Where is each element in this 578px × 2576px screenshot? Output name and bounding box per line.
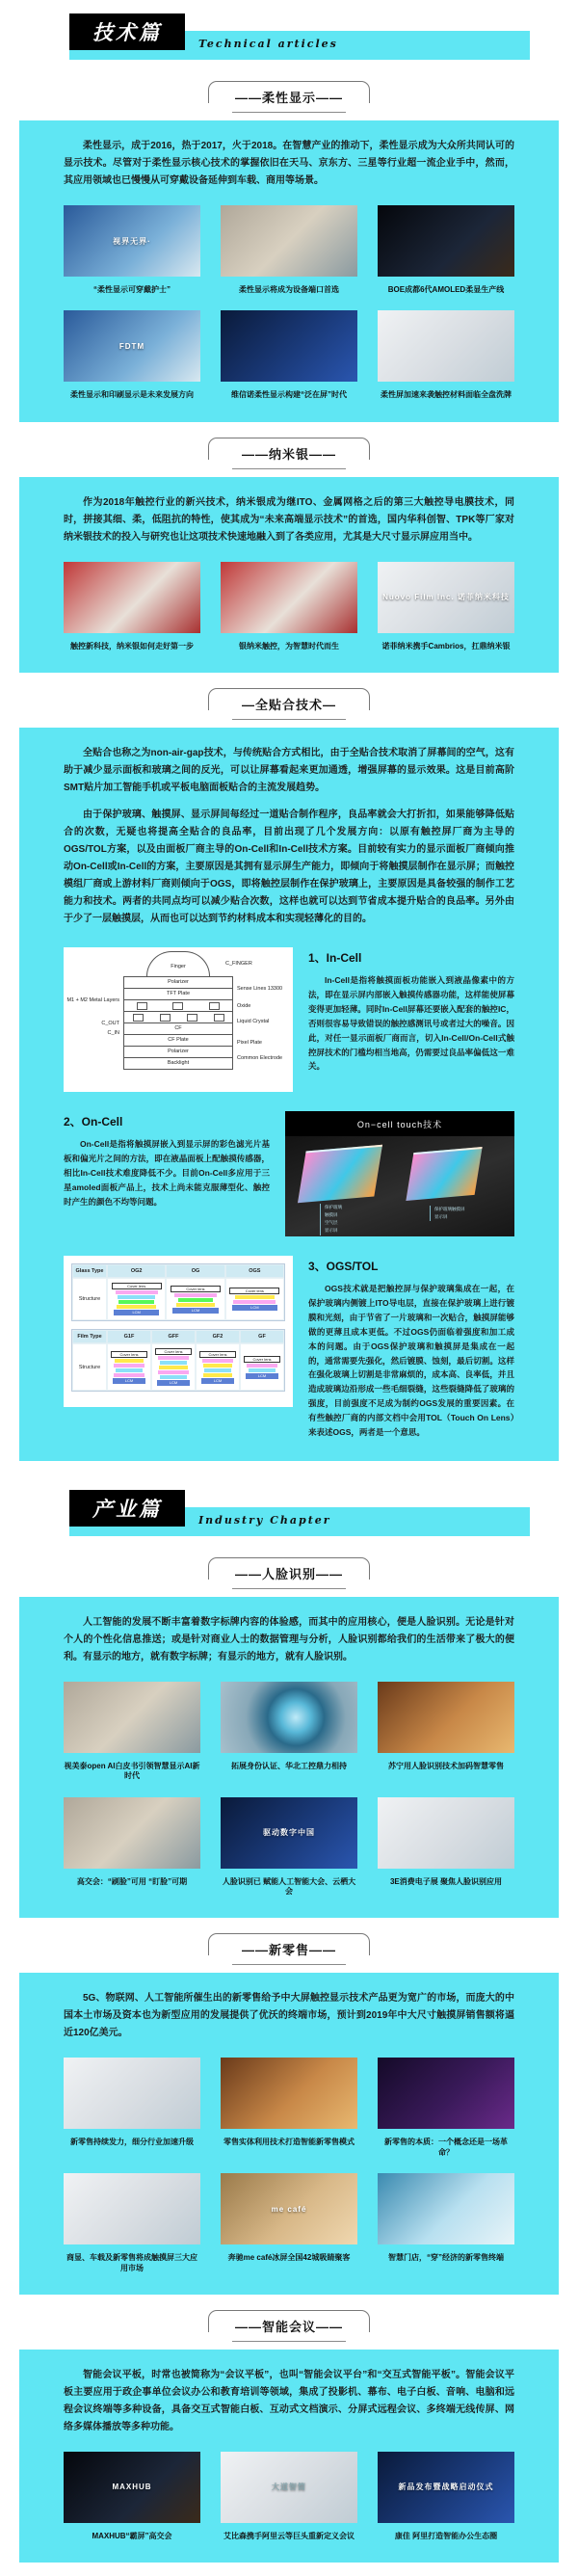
retail-paragraph: 5G、物联网、人工智能所催生出的新零售给予中大屏触控显示技术产品更为宽广的市场，而庞大的中国本土市场及资本也为新型应用的发展提供了优沃的终端市场，预计到2019年中大尺寸触摸屏销售额将逼近120亿美元。 — [64, 1993, 514, 2039]
article-card[interactable] — [221, 2452, 357, 2541]
film-type-table — [71, 1329, 285, 1392]
retail-block — [19, 1973, 559, 2295]
layer-stack — [123, 976, 233, 1070]
article-photo[interactable] — [64, 205, 200, 277]
display-panel-graphic — [406, 1147, 482, 1201]
article-photo[interactable] — [64, 1797, 200, 1869]
bottom-spacer — [0, 2563, 578, 2576]
article-caption[interactable]: 新零售持续发力，细分行业加速升级 — [70, 2138, 194, 2147]
article-photo[interactable] — [221, 1797, 357, 1869]
article-card[interactable] — [64, 2058, 200, 2158]
ogs-text — [308, 1256, 514, 1440]
finger-shape: Finger — [146, 951, 210, 976]
article-card[interactable] — [221, 205, 357, 295]
article-photo[interactable] — [221, 1682, 357, 1753]
article-caption[interactable]: 商显、车载及新零售将成触摸屏三大应用市场 — [66, 2253, 197, 2272]
article-card[interactable] — [64, 2173, 200, 2273]
table-header: GF2 — [196, 1330, 240, 1343]
table-header: Glass Type — [72, 1264, 107, 1278]
article-card[interactable] — [378, 310, 514, 400]
article-photo[interactable] — [221, 205, 357, 277]
table-header: OGS — [225, 1264, 284, 1278]
ogs-heading: 3、OGS/TOL — [308, 1260, 379, 1274]
flexible-block — [19, 120, 559, 422]
diagram-label: Sense Lines 13300 — [237, 986, 283, 993]
article-card[interactable] — [64, 1797, 200, 1898]
oncell-text — [64, 1111, 270, 1208]
article-caption[interactable]: 触控新科技，纳米银如何走好第一步 — [70, 641, 194, 651]
section-title: —全贴合技术— — [241, 698, 336, 713]
photo-grid — [64, 1797, 514, 1898]
article-caption[interactable]: 高交会：“刷脸”可用 “盯脸”可期 — [76, 1876, 188, 1886]
incell-text — [308, 947, 514, 1074]
industry-chapter-subtitle: Industry Chapter — [198, 1513, 331, 1527]
table-header: Film Type — [72, 1330, 107, 1343]
article-card[interactable] — [221, 562, 357, 651]
article-caption[interactable]: 柔性显示和印刷显示是未来发展方向 — [70, 390, 194, 400]
article-photo[interactable] — [64, 2173, 200, 2244]
row-label: Structure — [72, 1343, 107, 1391]
article-photo[interactable] — [64, 2058, 200, 2129]
article-photo[interactable] — [221, 2452, 357, 2523]
article-photo[interactable] — [221, 310, 357, 382]
article-card[interactable] — [221, 1682, 357, 1782]
flexible-paragraph: 柔性显示，成于2016，热于2017，火于2018。在智慧产业的推动下，柔性显示成为大众所共同认可的显示技术。尽管对于柔性显示核心技术的掌握依旧在天马、京东方、三星等行业超一流企业手中，然而，其应用领域也已慢慢从可穿戴设备延伸到车载、商用等场景。 — [64, 141, 514, 186]
article-card[interactable] — [378, 1797, 514, 1898]
tech-chapter-header — [0, 10, 578, 66]
oncell-paragraph: On-Cell是指将触摸屏嵌入到显示屏的彩色滤光片基板和偏光片之间的方法，即在液晶面板上配触摸传感器，相比In-Cell技术难度降低不少。目前On-Cell多应用于三星amoled面板产品上，技术上尚未能克服薄型化、触控时产生的颜色不均等问题。 — [64, 1139, 270, 1207]
photo-overlay-text: me café — [271, 2204, 307, 2214]
article-caption[interactable]: 人脸识别已 赋能人工智能大会、云栖大会 — [222, 1876, 356, 1896]
photo-overlay-text: FDTM — [118, 341, 145, 351]
article-caption[interactable]: BOE成都6代AMOLED柔显生产线 — [387, 285, 505, 294]
article-caption[interactable]: 艾比森携手阿里云等巨头重新定义会议 — [223, 2531, 355, 2540]
article-photo[interactable] — [378, 1682, 514, 1753]
article-caption[interactable]: 智慧门店，“穿”经济的新零售终端 — [388, 2253, 504, 2263]
row-label: Structure — [72, 1278, 107, 1320]
ogs-structure-tables — [64, 1256, 293, 1407]
article-photo[interactable] — [378, 2058, 514, 2129]
industry-chapter-title: 产业篇 — [69, 1490, 185, 1527]
photo-overlay-text: MAXHUB — [112, 2483, 152, 2492]
layer-row: Polarizer — [123, 976, 233, 989]
article-card[interactable] — [64, 2452, 200, 2541]
article-photo[interactable] — [64, 562, 200, 633]
underline-ornament — [232, 719, 346, 720]
stack-cell: Cover lens LCM — [225, 1278, 284, 1320]
section-head-retail — [183, 1933, 395, 1965]
article-caption[interactable]: 康佳 阿里打造智能办公生态圈 — [394, 2531, 498, 2540]
article-card[interactable] — [64, 1682, 200, 1782]
layer-row-metal — [123, 1000, 233, 1012]
stack-cell: Cover lens LCM — [107, 1343, 151, 1391]
section-head-flexible — [183, 81, 395, 113]
lamination-paragraph-2: 由于保护玻璃、触摸屏、显示屏间每经过一道贴合制作程序，良品率就会大打折扣，如果能够降低贴合的次数，无疑也将提高全贴合的良品率，目前出现了几个发展方向：以原有触控屏厂商为主导的OGS/TOL方案，以及由面板厂商主导的On-Cell和In-Cell技术方案。目前较有实力的显示面板厂商倾向推动On-Cell或In-Cell的方案，主要原因是其拥有显示屏生产能力，即倾向于将触摸层制作在显示屏；而触控模组厂商或上游材料厂商则倾向于OGS，即将触控层制作在保护玻璃上，主要原因是具备较强的制作工艺能力和技术。两者的共同点均可以减少贴合次数，这样也就可以达到节省成本提升贴合的良品率。另外由于少了一层触摸层，从而也可以达到节约材料成本和实现轻薄化的目的。 — [64, 810, 514, 925]
article-caption[interactable]: 视美泰open AI白皮书引领智慧显示AI新时代 — [64, 1761, 200, 1781]
article-card[interactable] — [378, 1682, 514, 1782]
layer-row: CF Plate — [123, 1035, 233, 1047]
table-header: OG2 — [107, 1264, 166, 1278]
photo-grid — [64, 310, 514, 400]
table-header: OG — [166, 1264, 224, 1278]
article-photo[interactable] — [378, 2452, 514, 2523]
diagram-label: M1 + M2 Metal Layers — [66, 997, 119, 1004]
tech-chapter-subtitle: Technical articles — [198, 38, 338, 50]
oncell-heading: 2、On-Cell — [64, 1115, 123, 1129]
oncell-image — [285, 1111, 514, 1236]
article-card[interactable] — [378, 2452, 514, 2541]
article-photo[interactable] — [221, 562, 357, 633]
article-photo[interactable] — [378, 310, 514, 382]
article-photo[interactable] — [221, 2173, 357, 2244]
oncell-banner: On−cell touch技术 — [285, 1111, 514, 1136]
layer-row: CF — [123, 1023, 233, 1035]
incell-paragraph: In-Cell是指将触摸面板功能嵌入到液晶像素中的方法，即在显示屏内部嵌入触摸传感器功能，这样能使屏幕变得更加轻薄。同时In-Cell屏幕还要嵌入配套的触控IC，否则很容易导致错误的触控感测讯号或者过大的噪音。因此，对任一显示面板厂商而言，切入In-Cell/On-Cell式触控屏技术的门槛均相当地高，仍需要过良品率偏低这一难关。 — [308, 975, 514, 1072]
layer-row: TFT Plate — [123, 989, 233, 1000]
article-photo[interactable] — [221, 2058, 357, 2129]
oncell-layer-labels-left: 保护玻璃 触摸屏 空气层 显示屏 — [320, 1204, 342, 1235]
underline-ornament — [232, 468, 346, 469]
photo-grid — [64, 205, 514, 295]
ogs-row — [64, 1256, 514, 1440]
face-block — [19, 1597, 559, 1919]
section-title: ——新零售—— — [241, 1943, 336, 1958]
stack-cell: Cover lens LCM — [166, 1278, 224, 1320]
underline-ornament — [232, 2341, 346, 2342]
article-card[interactable] — [378, 205, 514, 295]
photo-overlay-text: 驱动数字中国 — [263, 1828, 315, 1838]
photo-overlay-text: 新品发布暨战略启动仪式 — [398, 2483, 494, 2492]
diagram-label: Liquid Crystal — [237, 1019, 270, 1025]
incell-heading: 1、In-Cell — [308, 951, 362, 966]
section-head-lamination — [183, 688, 395, 720]
table-header: GF — [240, 1330, 284, 1343]
article-photo[interactable] — [64, 310, 200, 382]
oncell-row — [64, 1111, 514, 1236]
oncell-panels — [285, 1136, 514, 1236]
article-photo[interactable] — [64, 2452, 200, 2523]
diagram-label: Oxide — [237, 1003, 251, 1010]
article-card[interactable] — [221, 2173, 357, 2273]
diagram-label: C_OUT — [101, 1021, 119, 1027]
layer-row: Polarizer — [123, 1047, 233, 1058]
layer-row: Backlight — [123, 1058, 233, 1070]
section-head-nano — [183, 438, 395, 469]
stack-cell: Cover lens LCM — [196, 1343, 240, 1391]
layer-row-metal — [123, 1012, 233, 1023]
article-caption[interactable]: 奔驰me café冰屏全国42城吸睛聚客 — [227, 2253, 351, 2263]
display-panel-graphic — [298, 1145, 382, 1204]
meeting-paragraph: 智能会议平板，时常也被简称为“会议平板”，也叫“智能会议平台”和“交互式智能平板”。智能会议平板主要应用于政企事单位会议办公和教育培训等领域，集成了投影机、幕布、电子白板、音响、电脑和远程会议终端等多种设备，具备交互式智能白板、互动式文档演示、分屏式远程会议、多终端无线传屏、网络多媒体播放等多种功能。 — [64, 2369, 514, 2432]
section-title: ——智能会议—— — [234, 2319, 343, 2334]
stack-cell: Cover lens LCM — [240, 1343, 284, 1391]
article-photo[interactable] — [64, 1682, 200, 1753]
glass-type-table — [71, 1263, 285, 1321]
diagram-label: C_FINGER — [225, 961, 252, 968]
stack-cell: Cover lens LCM — [107, 1278, 166, 1320]
underline-ornament — [232, 1588, 346, 1589]
photo-overlay-text: 大道智简 — [272, 2483, 306, 2492]
diagram-label: Common Electrode — [237, 1055, 283, 1062]
article-caption[interactable]: MAXHUB“霸屏”高交会 — [92, 2531, 172, 2540]
nano-paragraph: 作为2018年触控行业的新兴技术，纳米银成为继ITO、金属网格之后的第三大触控导电膜技术，同时，拼接其细、柔，低阻抗的特性，使其成为“未来高端显示技术”的首选，国内华科创智、TPK等厂家对纳米银技术的投入与研究也让这项技术快速地融入到了各类应用，尤其是大尺寸显示屏应用当中。 — [64, 496, 514, 543]
article-card[interactable] — [221, 310, 357, 400]
stack-cell: Cover lens LCM — [151, 1343, 196, 1391]
article-caption[interactable]: 维信诺柔性显示构建“泛在屏”时代 — [231, 390, 347, 400]
table-header: G1F — [107, 1330, 151, 1343]
photo-grid — [64, 2452, 514, 2541]
article-photo[interactable] — [378, 205, 514, 277]
oncell-layer-labels-right: 保护玻璃触摸屏 显示屏 — [430, 1206, 465, 1221]
section-title: ——人脸识别—— — [234, 1566, 343, 1581]
article-caption[interactable]: 苏宁用人脸识别技术加码智慧零售 — [388, 1761, 504, 1770]
article-caption[interactable]: 拓展身份认证、华北工控鼎力相持 — [231, 1761, 347, 1770]
article-caption[interactable]: “柔性显示可穿戴护士” — [93, 285, 171, 294]
article-card[interactable] — [378, 562, 514, 651]
lamination-paragraph-1: 全贴合也称之为non-air-gap技术，与传统贴合方式相比，由于全贴合技术取消了屏幕间的空气，这有助于减少显示面板和玻璃之间的反光，可以让屏幕看起来更加通透，增强屏幕的显示效果。这是目前高阶SMT贴片加工智能手机或平板电脑面板贴合的主流发展趋势。 — [64, 748, 514, 794]
section-title: ——纳米银—— — [241, 446, 336, 462]
section-title: ——柔性显示—— — [234, 91, 343, 105]
article-card[interactable] — [378, 2173, 514, 2273]
article-caption[interactable]: 银纳米触控，为智慧时代而生 — [239, 641, 339, 651]
article-caption[interactable]: 零售实体利用技术打造智能新零售模式 — [223, 2138, 355, 2147]
photo-grid — [64, 562, 514, 651]
article-card[interactable] — [64, 205, 200, 295]
table-header: GFF — [151, 1330, 196, 1343]
photo-overlay-text: Nuovo Film Inc. 诺菲纳米科技 — [382, 593, 510, 602]
tech-chapter-title: 技术篇 — [69, 13, 185, 50]
article-caption[interactable]: 柔性显示将成为设备端口首选 — [239, 285, 339, 294]
article-card[interactable] — [378, 2058, 514, 2158]
article-card[interactable] — [64, 562, 200, 651]
photo-overlay-text: 视界无界· — [113, 236, 151, 246]
article-caption[interactable]: 3E消费电子展 聚焦人脸识别应用 — [389, 1876, 502, 1886]
nano-block — [19, 477, 559, 673]
article-caption[interactable]: 新零售的本质：一个概念还是一场革命？ — [384, 2138, 508, 2157]
section-head-meeting — [183, 2310, 395, 2342]
underline-ornament — [232, 1964, 346, 1965]
photo-grid — [64, 2058, 514, 2158]
incell-row — [64, 947, 514, 1092]
article-card[interactable] — [221, 2058, 357, 2158]
underline-ornament — [232, 112, 346, 113]
article-card[interactable] — [64, 310, 200, 400]
lamination-block — [19, 728, 559, 1461]
section-head-face — [183, 1557, 395, 1589]
article-caption[interactable]: 柔性屏加速来袭触控材料面临全盘洗牌 — [381, 390, 512, 400]
photo-grid — [64, 1682, 514, 1782]
article-photo[interactable] — [378, 1797, 514, 1869]
face-paragraph: 人工智能的发展不断丰富着数字标牌内容的体验感，而其中的应用核心，便是人脸识别。无论是针对个人的个性化信息推送；或是针对商业人士的数据管理与分析，人脸识别都给我们的生活带来了极大的便利。有显示的地方，就有数字标牌；有显示的地方，就有人脸识别。 — [64, 1616, 514, 1662]
diagram-label: C_IN — [107, 1030, 119, 1037]
article-caption[interactable]: 诺菲纳米携手Cambrios，扛鼎纳米银 — [381, 641, 511, 651]
article-card[interactable] — [221, 1797, 357, 1898]
ogs-paragraph: OGS技术就是把触控屏与保护玻璃集成在一起，在保护玻璃内侧镀上ITO导电层，直接在保护玻璃上进行镀膜和光刻，由于节省了一片玻璃和一次贴合，触摸屏能够做的更薄且成本更低。不过OGS仍面临着强度和加工成本的问题。由于OGS保护玻璃和触摸屏是集成在一起的，通常需要先强化，然后镀膜、蚀刻，最后切割。这样在强化玻璃上切割是非常麻烦的，成本高、良率低，并且造成玻璃边沿形成一些毛细裂缝，这些裂缝降低了玻璃的强度，目前强度不足成为制约OGS发展的重要因素。在有些触控厂商的内部文档中会用TOL（Touch On Lens）来表述OGS，两者是一个意思。 — [308, 1284, 514, 1437]
industry-chapter-header — [0, 1486, 578, 1542]
article-photo[interactable] — [378, 2173, 514, 2244]
incell-diagram — [64, 947, 293, 1092]
photo-grid — [64, 2173, 514, 2273]
article-photo[interactable] — [378, 562, 514, 633]
meeting-block — [19, 2350, 559, 2563]
diagram-label: Pixel Plate — [237, 1040, 262, 1047]
